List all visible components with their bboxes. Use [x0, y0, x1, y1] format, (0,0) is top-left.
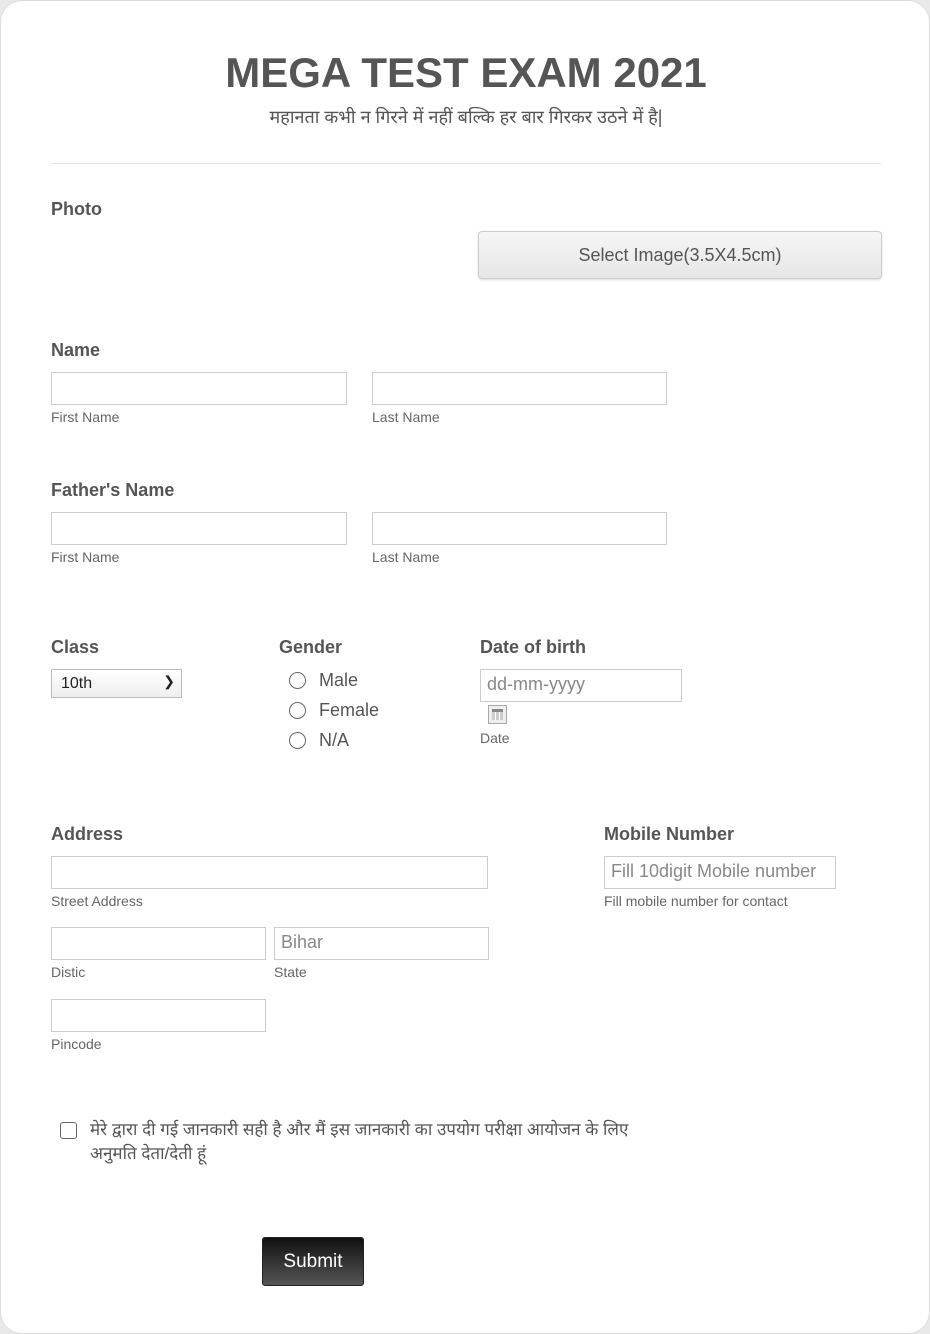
mobile-hint: Fill mobile number for contact: [604, 893, 788, 909]
father-first-name-input[interactable]: [51, 512, 347, 545]
father-first-name-hint: First Name: [51, 549, 120, 565]
page-title: MEGA TEST EXAM 2021: [225, 49, 707, 96]
street-address-hint: Street Address: [51, 893, 143, 909]
district-hint: Distic: [51, 964, 86, 980]
class-select[interactable]: [51, 669, 182, 698]
calendar-icon[interactable]: [488, 705, 507, 724]
select-image-button[interactable]: Select Image(3.5X4.5cm): [478, 231, 882, 279]
gender-na-label: N/A: [319, 730, 350, 750]
gender-na-radio[interactable]: [289, 732, 306, 749]
gender-female-radio[interactable]: [289, 702, 306, 719]
class-label: Class: [51, 637, 100, 657]
state-hint: State: [274, 964, 307, 980]
father-last-name-hint: Last Name: [372, 549, 440, 565]
gender-male-label: Male: [319, 670, 359, 690]
name-label: Name: [51, 340, 101, 360]
dob-input[interactable]: dd-mm-yyyy: [480, 669, 682, 702]
page-subtitle: महानता कभी न गिरने में नहीं बल्कि हर बार गिरकर उठने में है|: [269, 107, 663, 127]
chevron-down-icon: ❯: [163, 673, 175, 689]
district-input[interactable]: [51, 927, 266, 960]
submit-button[interactable]: Submit: [262, 1237, 364, 1286]
last-name-input[interactable]: [372, 372, 667, 405]
divider: [51, 163, 881, 164]
last-name-hint: Last Name: [372, 409, 440, 425]
first-name-hint: First Name: [51, 409, 120, 425]
father-last-name-input[interactable]: [372, 512, 667, 545]
class-value: 10th: [61, 675, 93, 692]
dob-label: Date of birth: [480, 637, 586, 657]
first-name-input[interactable]: [51, 372, 347, 405]
gender-male-radio[interactable]: [289, 672, 306, 689]
state-input[interactable]: Bihar: [274, 927, 489, 960]
consent-checkbox[interactable]: [60, 1122, 77, 1139]
pincode-input[interactable]: [51, 999, 266, 1032]
gender-female-label: Female: [319, 700, 380, 720]
street-address-input[interactable]: [51, 856, 488, 889]
father-name-label: Father's Name: [51, 480, 175, 500]
consent-text: मेरे द्वारा दी गई जानकारी सही है और मैं इस जानकारी का उपयोग परीक्षा आयोजन के लिए अनुमति देता/देती हूं: [90, 1120, 629, 1163]
pincode-hint: Pincode: [51, 1036, 102, 1052]
address-label: Address: [51, 824, 124, 844]
dob-hint: Date: [480, 730, 510, 746]
mobile-input[interactable]: Fill 10digit Mobile number: [604, 856, 836, 889]
mobile-label: Mobile Number: [604, 824, 735, 844]
gender-label: Gender: [279, 637, 343, 657]
photo-label: Photo: [51, 199, 102, 219]
